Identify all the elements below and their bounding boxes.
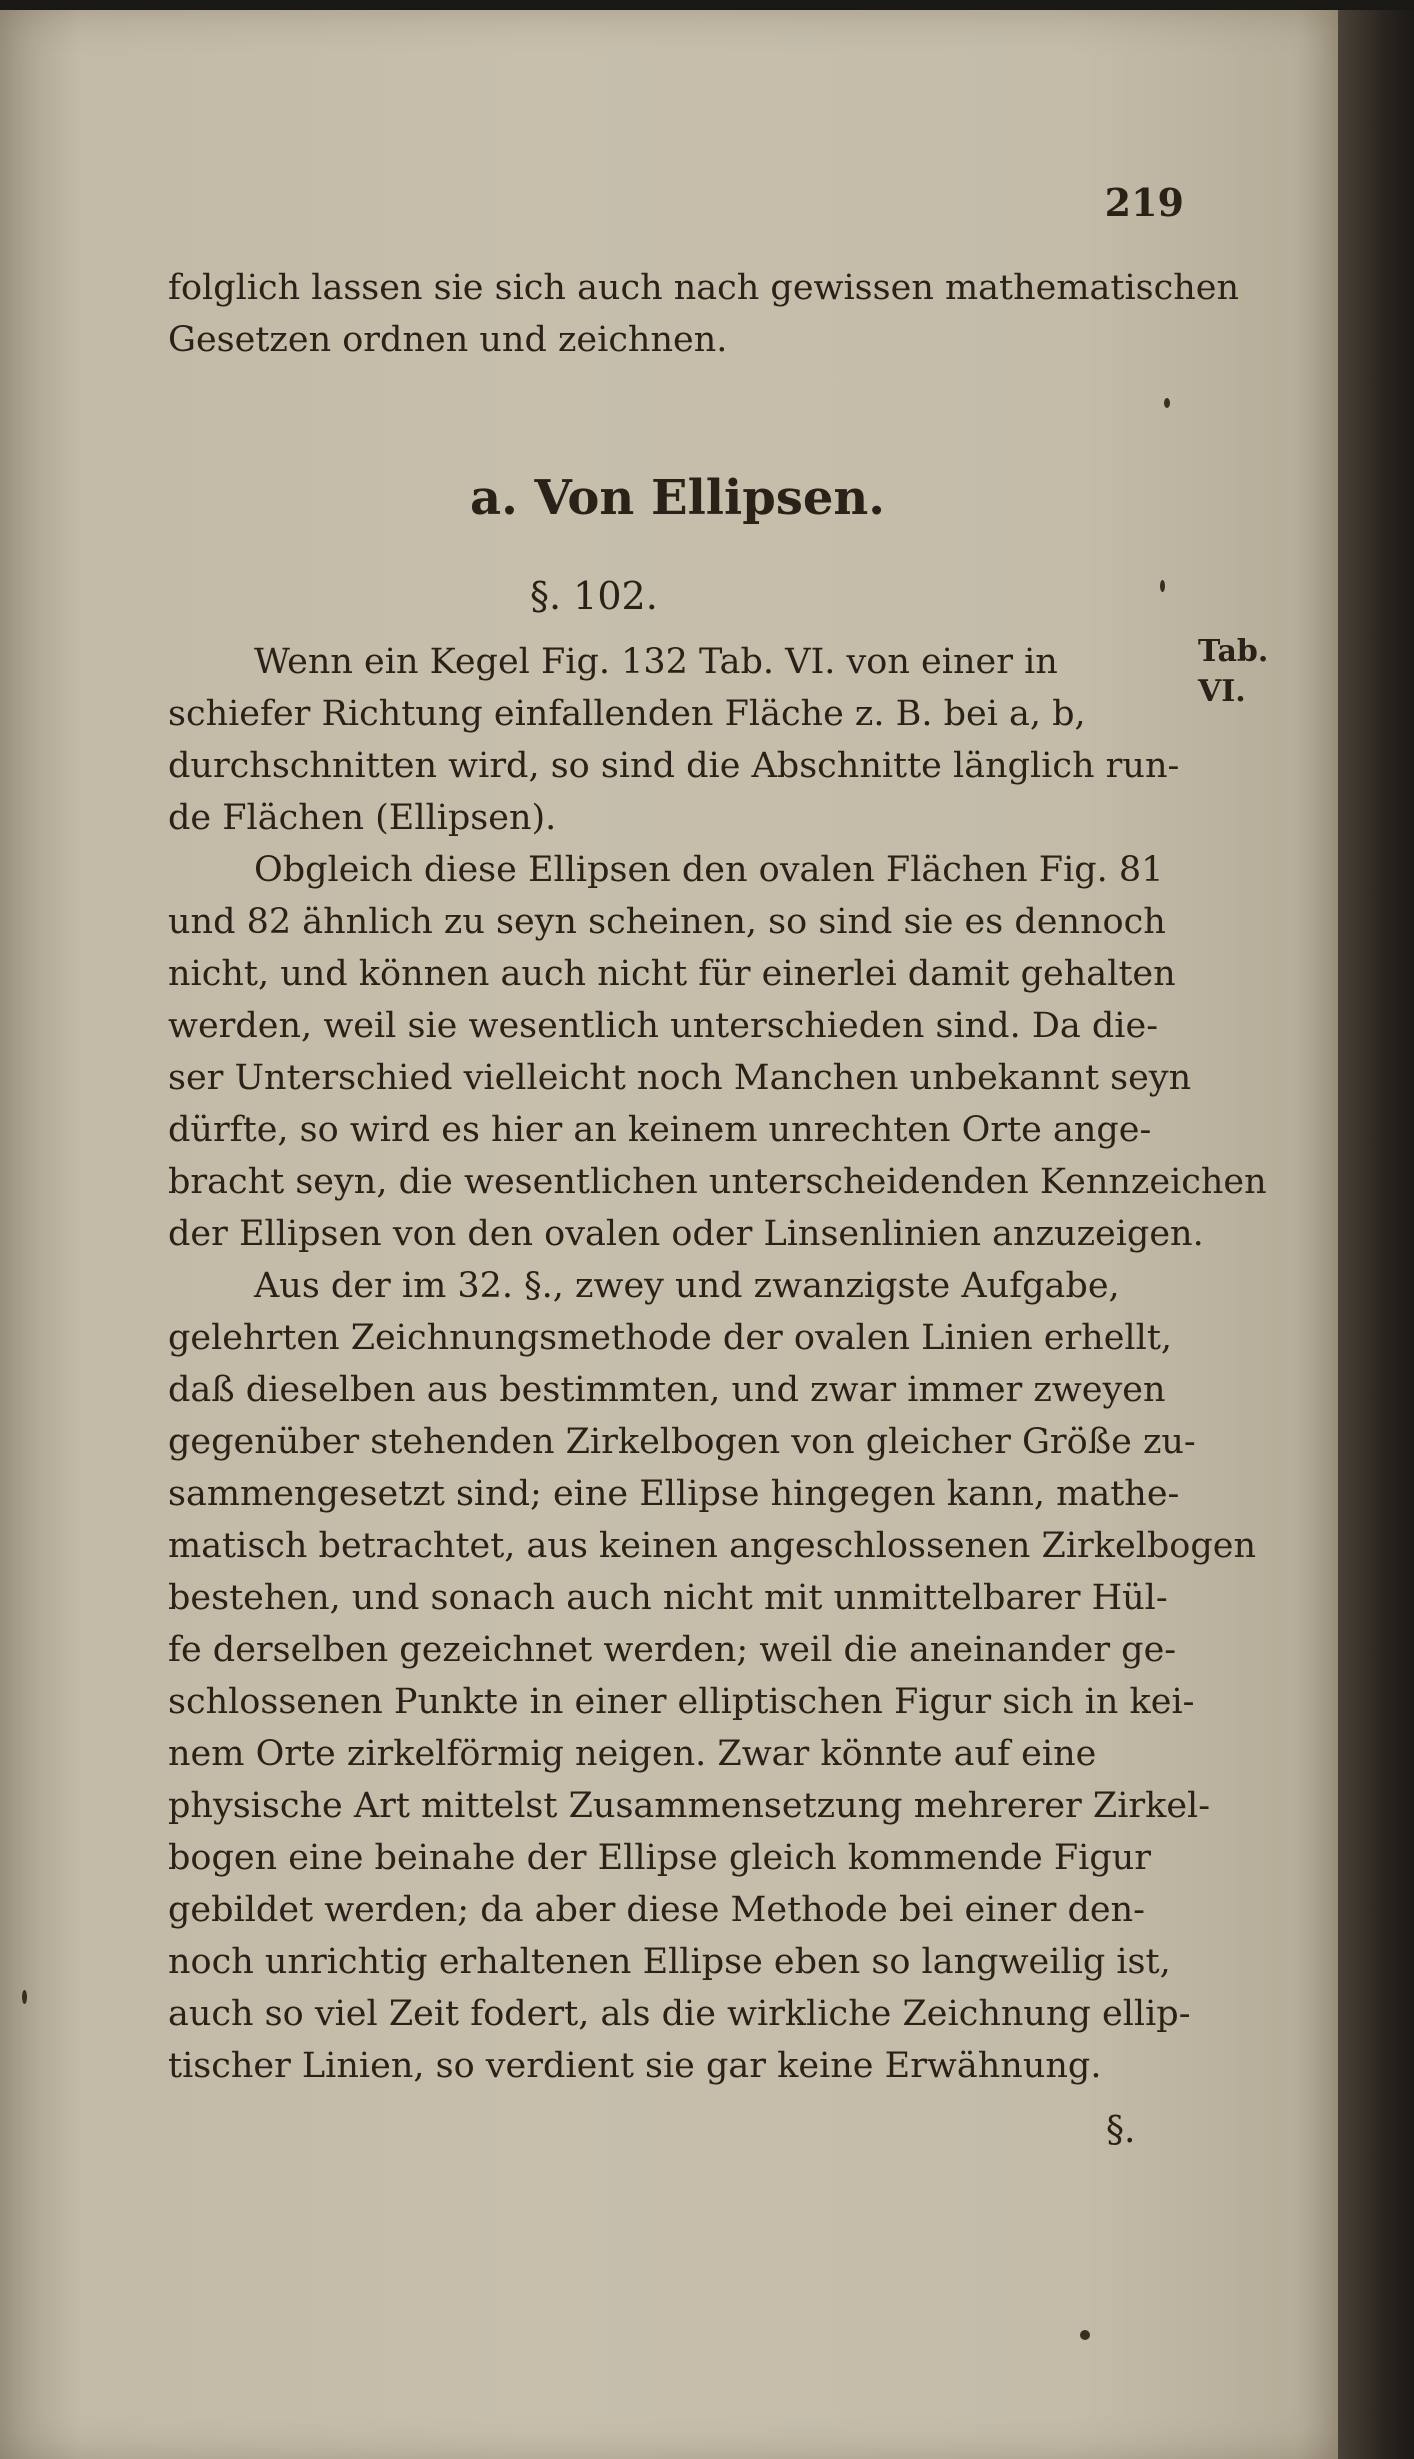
paper-speck [22,1990,27,2004]
section-heading: a. Von Ellipsen. [470,470,886,526]
text-line: der Ellipsen von den ovalen oder Linsenlinien anzuzeigen. [168,1214,1204,1254]
text-line: gebildet werden; da aber diese Methode bei einer den- [168,1890,1145,1930]
text-line: Aus der im 32. §., zwey und zwanzigste Aufgabe, [254,1266,1120,1306]
text-line: gegenüber stehenden Zirkelbogen von gleicher Größe zu- [168,1422,1196,1462]
margin-note-line: Tab. [1198,634,1269,669]
section-number: §. 102. [530,574,658,618]
top-scan-border [0,0,1414,10]
text-line: Gesetzen ordnen und zeichnen. [168,320,728,360]
intro-text [168,262,1240,366]
text-line: matisch betrachtet, aus keinen angeschlossenen Zirkelbogen [168,1526,1257,1566]
text-line: dürfte, so wird es hier an keinem unrechten Orte ange- [168,1110,1152,1150]
catchword: §. [1106,2110,1136,2151]
text-line: ser Unterschied vielleicht noch Manchen unbekannt seyn [168,1058,1192,1098]
text-line: nicht, und können auch nicht für einerlei damit gehalten [168,954,1176,994]
text-line: Obgleich diese Ellipsen den ovalen Flächen Fig. 81 [254,850,1164,890]
text-line: werden, weil sie wesentlich unterschieden sind. Da die- [168,1006,1159,1046]
text-line: bogen eine beinahe der Ellipse gleich kommende Figur [168,1838,1152,1878]
text-line: und 82 ähnlich zu seyn scheinen, so sind sie es dennoch [168,902,1166,942]
text-line: folglich lassen sie sich auch nach gewissen mathematischen [168,268,1240,308]
text-line: noch unrichtig erhaltenen Ellipse eben so langweilig ist, [168,1942,1171,1982]
paper-speck [1164,398,1170,408]
text-line: schiefer Richtung einfallenden Fläche z. B. bei a, b, [168,694,1086,734]
text-line: schlossenen Punkte in einer elliptischen Figur sich in kei- [168,1682,1195,1722]
margin-note [1198,632,1278,712]
page-edge-shadow [1338,10,1414,2459]
page-number: 219 [1104,180,1184,225]
text-line: tischer Linien, so verdient sie gar keine Erwähnung. [168,2046,1102,2086]
text-line: bestehen, und sonach auch nicht mit unmittelbarer Hül- [168,1578,1168,1618]
paper-speck [1080,2330,1090,2340]
text-line: de Flächen (Ellipsen). [168,798,557,838]
margin-note-line: VI. [1198,674,1246,709]
text-line: auch so viel Zeit fodert, als die wirkliche Zeichnung ellip- [168,1994,1191,2034]
text-line: bracht seyn, die wesentlichen unterscheidenden Kennzeichen [168,1162,1267,1202]
text-line: sammengesetzt sind; eine Ellipse hingegen kann, mathe- [168,1474,1180,1514]
text-line: nem Orte zirkelförmig neigen. Zwar könnte auf eine [168,1734,1097,1774]
text-line: gelehrten Zeichnungsmethode der ovalen Linien erhellt, [168,1318,1173,1358]
text-line: fe derselben gezeichnet werden; weil die aneinander ge- [168,1630,1177,1670]
text-line: durchschnitten wird, so sind die Abschnitte länglich run- [168,746,1180,786]
body-text [168,636,1267,2092]
text-line: physische Art mittelst Zusammensetzung mehrerer Zirkel- [168,1786,1211,1826]
text-line: Wenn ein Kegel Fig. 132 Tab. VI. von einer in [254,642,1058,682]
text-line: daß dieselben aus bestimmten, und zwar immer zweyen [168,1370,1166,1410]
paper-speck [1160,580,1165,592]
